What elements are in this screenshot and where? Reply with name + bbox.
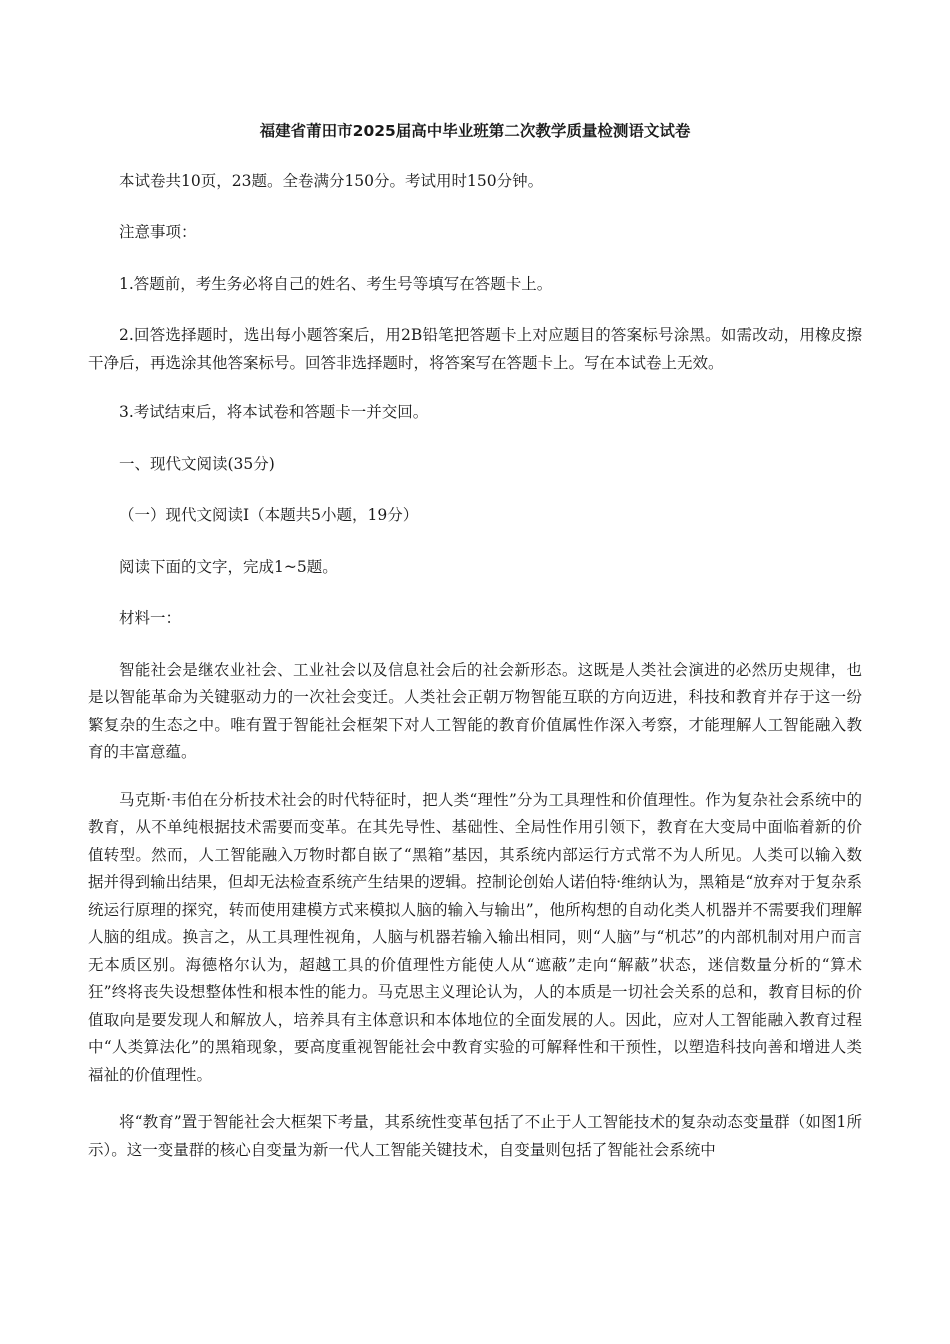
document-page	[88, 118, 862, 1184]
notice-item: 1.答题前，考生务必将自己的姓名、考生号等填写在答题卡上。	[119, 274, 553, 293]
document-title: 福建省莆田市2025届高中毕业班第二次教学质量检测语文试卷	[259, 122, 691, 140]
material-label: 材料一：	[119, 609, 182, 627]
subsection-heading: （一）现代文阅读Ⅰ（本题共5小题，19分）	[119, 506, 419, 524]
passage-paragraph: 智能社会是继农业社会、工业社会以及信息社会后的社会新形态。这既是人类社会演进的必然历史规律，也是以智能革命为关键驱动力的一次社会变迁。人类社会正朝万物智能互联的方向迈进，科技和教育并存于这一纷繁复杂的生态之中。唯有置于智能社会框架下对人工智能的教育价值属性作深入考察，才能理解人工智能融入教育的丰富意蕴。	[88, 660, 862, 761]
section-heading: 一、现代文阅读(35分)	[119, 454, 275, 473]
notice-item: 3.考试结束后，将本试卷和答题卡一并交回。	[119, 403, 429, 421]
passage-paragraph: 将“教育”置于智能社会大框架下考量，其系统性变革包括了不止于人工智能技术的复杂动态变量群（如图1所示）。这一变量群的核心自变量为新一代人工智能关键技术，自变量则包括了智能社会系统中	[88, 1113, 862, 1159]
passage-paragraph: 马克斯·韦伯在分析技术社会的时代特征时，把人类“理性”分为工具理性和价值理性。作为复杂社会系统中的教育，从不单纯根据技术需要而变革。在其先导性、基础性、全局性作用引领下，教育在大变局中面临着新的价值转型。然而，人工智能融入万物时都自嵌了“黑箱”基因，其系统内部运行方式常不为人所见。人类可以输入数据并得到输出结果，但却无法检查系统产生结果的逻辑。控制论创始人诺伯特·维纳认为，黑箱是“放弃对于复杂系统运行原理的探究，转而使用建模方式来模拟人脑的输入与输出”，他所构想的自动化类人机器并不需要我们理解人脑的组成。换言之，从工具理性视角，人脑与机器若输入输出相同，则“人脑”与“机芯”的内部机制对用户而言无本质区别。海德格尔认为，超越工具的价值理性方能使人从“遮蔽”走向“解蔽”状态，迷信数量分析的“算术狂”终将丧失设想整体性和根本性的能力。马克思主义理论认为，人的本质是一切社会关系的总和，教育目标的价值取向是要发现人和解放人，培养具有主体意识和本体地位的全面发展的人。因此，应对人工智能融入教育过程中“人类算法化”的黑箱现象，要高度重视智能社会中教育实验的可解释性和干预性，以塑造科技向善和增进人类福祉的价值理性。	[88, 790, 862, 1084]
notice-item: 2.回答选择题时，选出每小题答案后，用2B铅笔把答题卡上对应题目的答案标号涂黑。如需改动，用橡皮擦干净后，再选涂其他答案标号。回答非选择题时，将答案写在答题卡上。写在本试卷上无效。	[88, 326, 862, 372]
notice-heading: 注意事项：	[119, 223, 197, 241]
reading-instruction: 阅读下面的文字，完成1~5题。	[119, 557, 338, 576]
exam-intro: 本试卷共10页，23题。全卷满分150分。考试用时150分钟。	[119, 171, 544, 190]
